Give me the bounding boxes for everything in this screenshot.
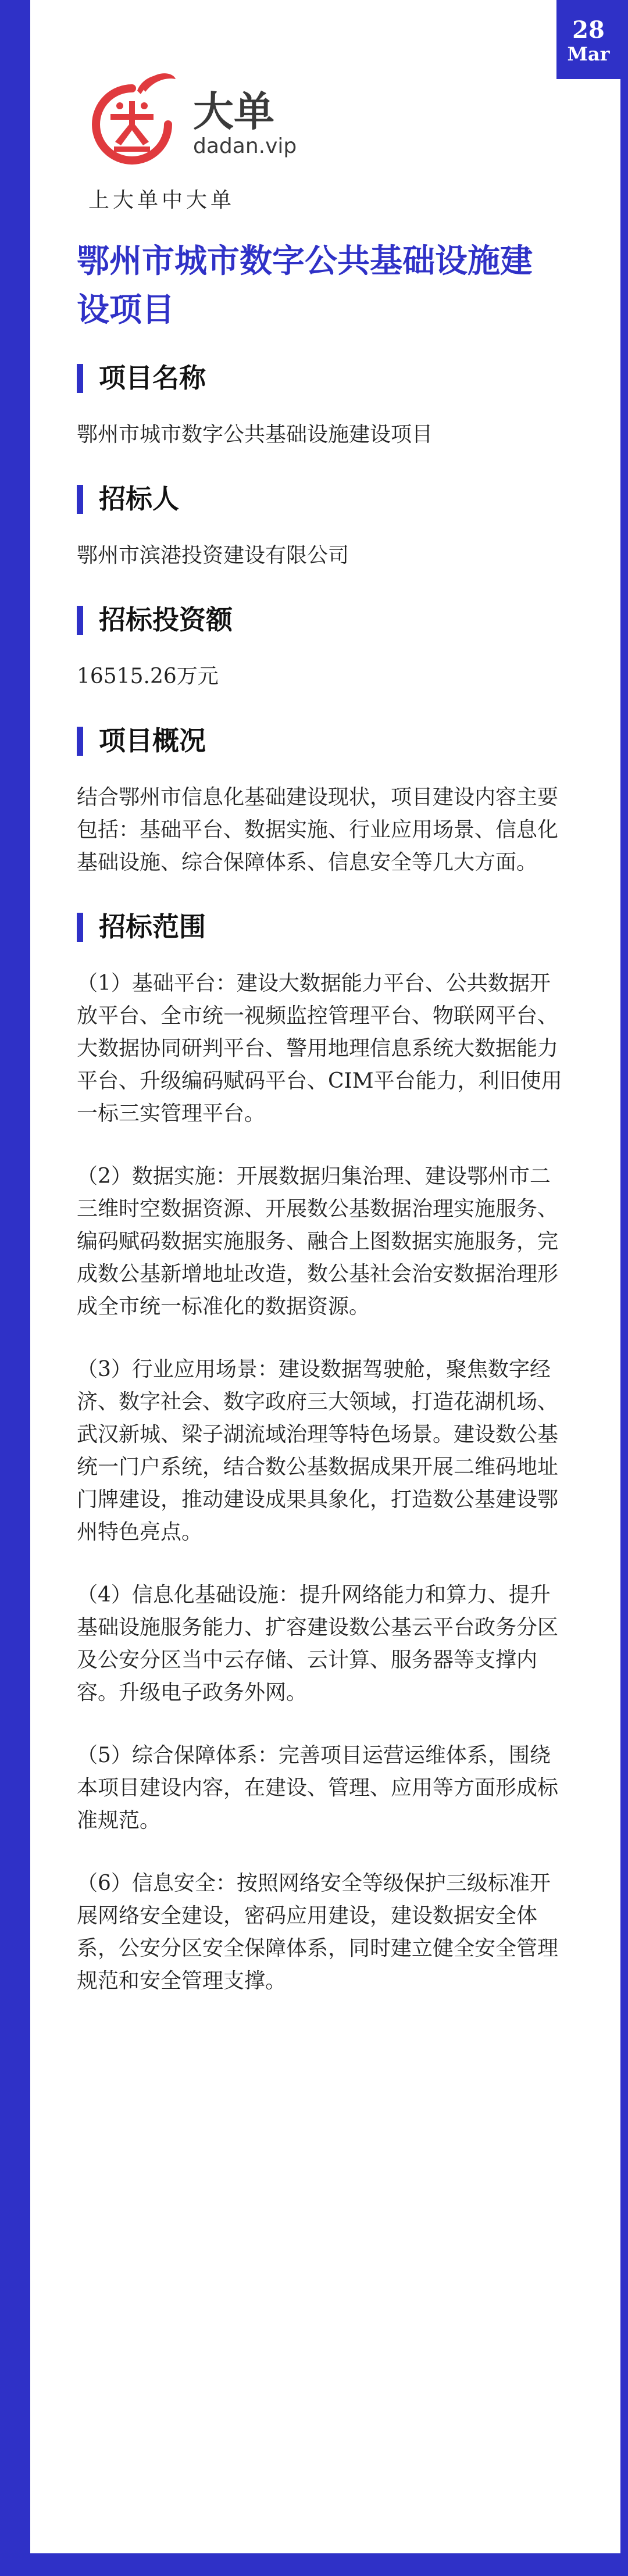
section-heading (77, 481, 565, 516)
scope-item: （3）行业应用场景：建设数据驾驶舱，聚焦数字经济、数字社会、数字政府三大领域，打造花湖机场、武汉新城、梁子湖流域治理等特色场景。建设数公基统一门户系统，结合数公基数据成果开展二维码地址门牌建设，推动建设成果具象化，打造数公基建设鄂州特色亮点。 (77, 1357, 559, 1544)
scope-item: （6）信息安全：按照网络安全等级保护三级标准开展网络安全建设，密码应用建设，建设数据安全体系，公安分区安全保障体系，同时建立健全安全管理规范和安全管理支撑。 (77, 1871, 559, 1993)
section-heading (77, 602, 565, 637)
scope-item: （1）基础平台：建设大数据能力平台、公共数据开放平台、全市统一视频监控管理平台、物联网平台、大数据协同研判平台、警用地理信息系统大数据能力平台、升级编码赋码平台、CIM平台能力，利旧使用一标三实管理平台。 (77, 971, 562, 1126)
section-investment (77, 602, 565, 693)
section-heading-text: 项目名称 (99, 362, 206, 394)
section-heading (77, 723, 565, 758)
brand-name: 大单 (193, 88, 274, 135)
section-heading-text: 项目概况 (99, 725, 206, 756)
heading-accent-bar (77, 485, 83, 514)
project-name-value: 鄂州市城市数字公共基础设施建设项目 (77, 423, 433, 446)
page-title: 鄂州市城市数字公共基础设施建设项目 (77, 242, 533, 329)
heading-accent-bar (77, 364, 83, 393)
brand-wordmark (193, 88, 297, 158)
article-content (77, 360, 565, 2028)
date-badge (556, 0, 620, 79)
dadan-seal-logo-icon (77, 65, 187, 176)
scope-item: （5）综合保障体系：完善项目运营运维体系，围绕本项目建设内容，在建设、管理、应用等方面形成标准规范。 (77, 1743, 559, 1832)
section-heading-text: 招标投资额 (99, 604, 233, 635)
section-heading-text: 招标人 (99, 483, 179, 515)
section-heading-text: 招标范围 (99, 911, 206, 942)
date-month: Mar (567, 43, 610, 65)
brand-logo (77, 65, 297, 176)
section-tenderer (77, 481, 565, 572)
section-heading (77, 909, 565, 944)
section-overview (77, 723, 565, 879)
brand-slogan: 上大单中大单 (88, 188, 236, 212)
overview-text: 结合鄂州市信息化基础建设现状，项目建设内容主要包括：基础平台、数据实施、行业应用场景、信息化基础设施、综合保障体系、信息安全等几大方面。 (77, 785, 559, 874)
heading-accent-bar (77, 727, 83, 756)
section-project-name (77, 360, 565, 451)
brand-domain: dadan.vip (193, 134, 297, 158)
article-card (30, 0, 620, 2553)
scope-item: （2）数据实施：开展数据归集治理、建设鄂州市二三维时空数据资源、开展数公基数据治理实施服务、编码赋码数据实施服务、融合上图数据实施服务，完成数公基新增地址改造，数公基社会治安数据治理形成全市统一标准化的数据资源。 (77, 1164, 559, 1319)
date-day: 28 (572, 16, 605, 44)
heading-accent-bar (77, 913, 83, 942)
tenderer-value: 鄂州市滨港投资建设有限公司 (77, 544, 349, 567)
scope-item: （4）信息化基础设施：提升网络能力和算力、提升基础设施服务能力、扩容建设数公基云平台政务分区及公安分区当中云存储、云计算、服务器等支撑内容。升级电子政务外网。 (77, 1583, 559, 1705)
section-heading (77, 360, 565, 395)
heading-accent-bar (77, 606, 83, 635)
section-scope (77, 909, 565, 1998)
investment-value: 16515.26万元 (77, 664, 219, 688)
